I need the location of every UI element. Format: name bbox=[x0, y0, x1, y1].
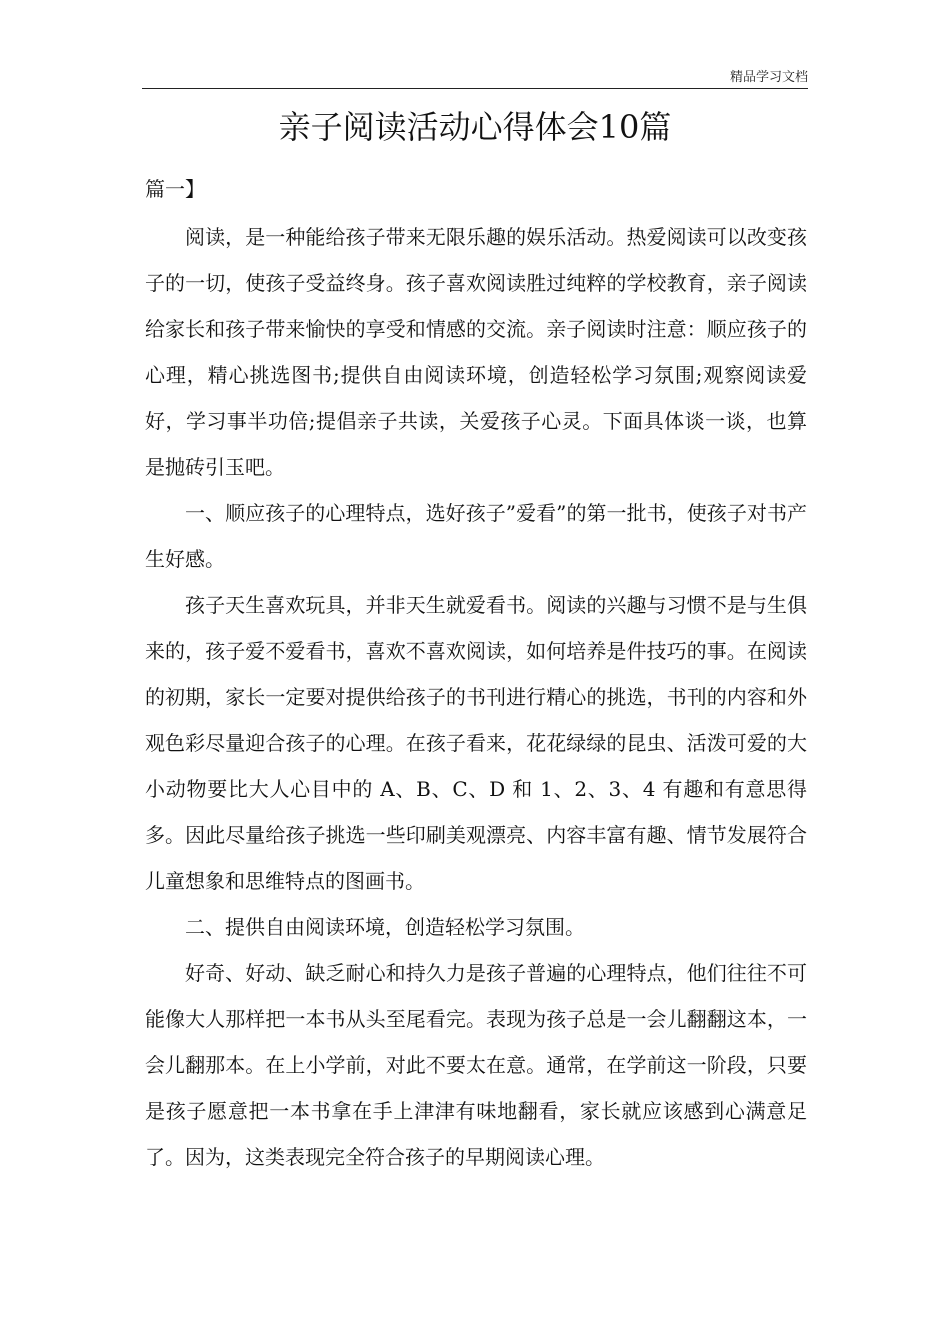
body-text bbox=[145, 214, 807, 1180]
running-header: 精品学习文档 bbox=[729, 70, 808, 85]
section-label: 篇一】 bbox=[145, 177, 205, 201]
paragraph: 孩子天生喜欢玩具，并非天生就爱看书。阅读的兴趣与习惯不是与生俱来的，孩子爱不爱看书，喜欢不喜欢阅读，如何培养是件技巧的事。在阅读的初期，家长一定要对提供给孩子的书刊进行精心的挑选，书刊的内容和外观色彩尽量迎合孩子的心理。在孩子看来，花花绿绿的昆虫、活泼可爱的大小动物要比大人心目中的 A、B、C、D 和 1、2、3、4 有趣和有意思得多。因此尽量给孩子挑选一些印刷美观漂亮、内容丰富有趣、情节发展符合儿童想象和思维特点的图画书。 bbox=[145, 593, 807, 893]
paragraph: 阅读，是一种能给孩子带来无限乐趣的娱乐活动。热爱阅读可以改变孩子的一切，使孩子受益终身。孩子喜欢阅读胜过纯粹的学校教育，亲子阅读给家长和孩子带来愉快的享受和情感的交流。亲子阅读时注意：顺应孩子的心理，精心挑选图书;提供自由阅读环境，创造轻松学习氛围;观察阅读爱好，学习事半功倍;提倡亲子共读，关爱孩子心灵。下面具体谈一谈，也算是抛砖引玉吧。 bbox=[145, 225, 807, 479]
header-divider bbox=[142, 88, 808, 89]
page-title: 亲子阅读活动心得体会10篇 bbox=[278, 108, 672, 146]
paragraph: 二、提供自由阅读环境，创造轻松学习氛围。 bbox=[185, 915, 585, 939]
paragraph: 一、顺应孩子的心理特点，选好孩子”爱看”的第一批书，使孩子对书产生好感。 bbox=[145, 501, 807, 571]
paragraph: 好奇、好动、缺乏耐心和持久力是孩子普遍的心理特点，他们往往不可能像大人那样把一本书从头至尾看完。表现为孩子总是一会儿翻翻这本，一会儿翻那本。在上小学前，对此不要太在意。通常，在学前这一阶段，只要是孩子愿意把一本书拿在手上津津有味地翻看，家长就应该感到心满意足了。因为，这类表现完全符合孩子的早期阅读心理。 bbox=[145, 961, 807, 1169]
